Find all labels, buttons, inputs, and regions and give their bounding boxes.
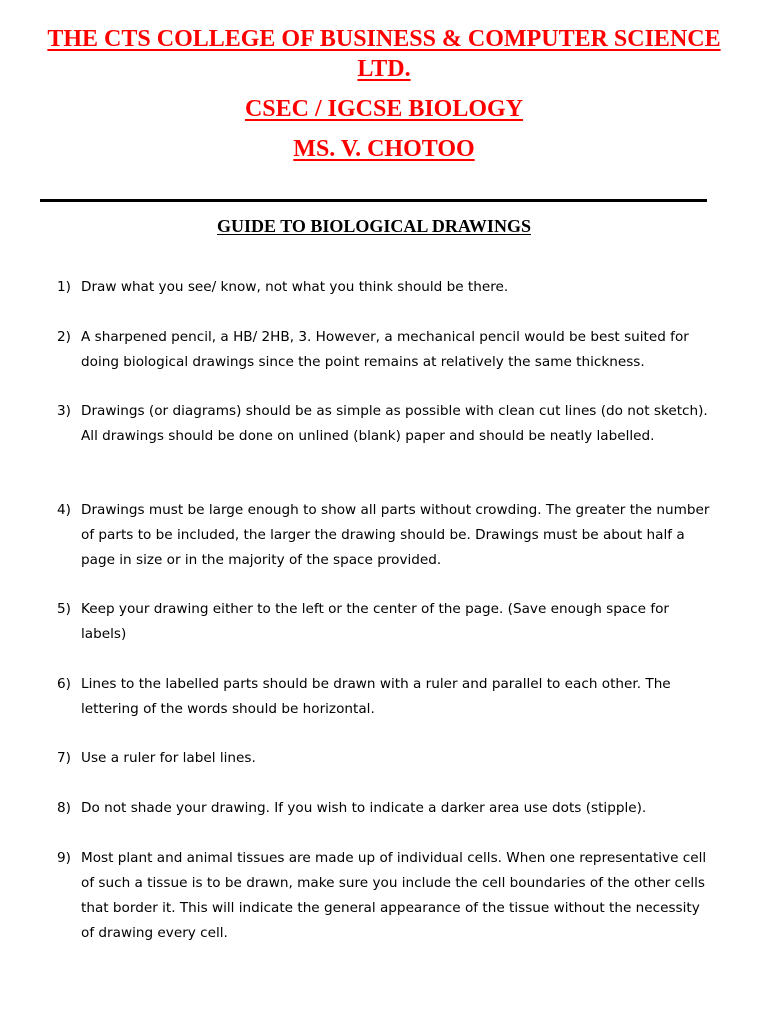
item-number: 9) [57,850,71,866]
item-text: Drawings must be large enough to show all parts without crowding. The greater the number of parts to be included, the larger the drawing should be. Drawings must be about half a page in size or in the majority of the space provided. [81,502,710,568]
teacher-name: MS. V. CHOTOO [293,136,475,162]
item-text: Do not shade your drawing. If you wish to indicate a darker area use dots (stipple). [81,800,647,816]
college-name: THE CTS COLLEGE OF BUSINESS & COMPUTER SCIENCE LTD. [47,26,721,82]
item-text: Draw what you see/ know, not what you think should be there. [81,279,509,295]
item-number: 4) [57,502,71,518]
document-header [0,24,768,164]
item-number: 3) [57,403,71,419]
horizontal-divider [40,199,707,202]
item-number: 2) [57,329,71,345]
item-number: 7) [57,750,71,766]
item-text: Most plant and animal tissues are made up of individual cells. When one representative cell of such a tissue is to be drawn, make sure you include the cell boundaries of the other cells that border it. This will indicate the general appearance of the tissue without the necessity of drawing every cell. [81,850,707,941]
item-text: A sharpened pencil, a HB/ 2HB, 3. However, a mechanical pencil would be best suited for doing biological drawings since the point remains at relatively the same thickness. [81,329,689,370]
item-text: Drawings (or diagrams) should be as simple as possible with clean cut lines (do not sketch). All drawings should be done on unlined (blank) paper and should be neatly labelled. [81,403,708,444]
item-text: Lines to the labelled parts should be drawn with a ruler and parallel to each other. The lettering of the words should be horizontal. [81,676,671,717]
document-title: GUIDE TO BIOLOGICAL DRAWINGS [217,216,531,236]
subject-title: CSEC / IGCSE BIOLOGY [244,96,524,122]
item-text: Keep your drawing either to the left or the center of the page. (Save enough space for labels) [81,601,670,642]
item-number: 8) [57,800,71,816]
item-number: 6) [57,676,71,692]
item-number: 5) [57,601,71,617]
item-number: 1) [57,279,71,295]
item-text: Use a ruler for label lines. [81,750,256,766]
